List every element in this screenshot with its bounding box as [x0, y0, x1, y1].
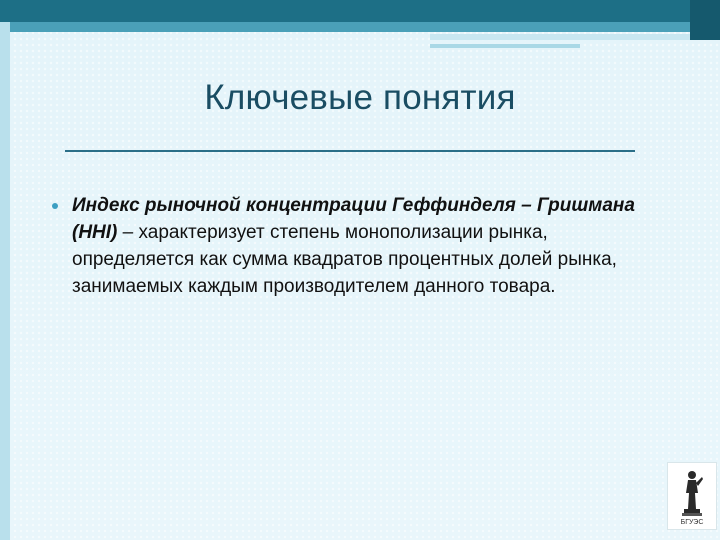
bullet-list — [52, 192, 672, 300]
left-edge-bar — [0, 22, 10, 540]
header-stripe-thin — [430, 34, 690, 40]
header-stripe-thin-2 — [430, 44, 580, 48]
bullet-term: Индекс рыночной концентрации Геффинделя – Гришмана (HHI) — [72, 195, 635, 243]
header-band — [0, 0, 720, 22]
slide-title: Ключевые понятия — [204, 78, 516, 117]
title-divider — [65, 150, 635, 152]
logo-caption: БГУЭС — [680, 519, 704, 526]
university-logo — [667, 462, 717, 530]
header-band-corner — [690, 0, 720, 40]
bullet-dot-icon — [52, 203, 58, 209]
bullet-definition: – характеризует степень монополизации рынка, определяется как сумма квадратов процентных долей рынка, занимаемых каждым производителем данного товара. — [72, 222, 617, 297]
header-stripe — [0, 22, 690, 32]
bullet-item — [72, 192, 672, 300]
